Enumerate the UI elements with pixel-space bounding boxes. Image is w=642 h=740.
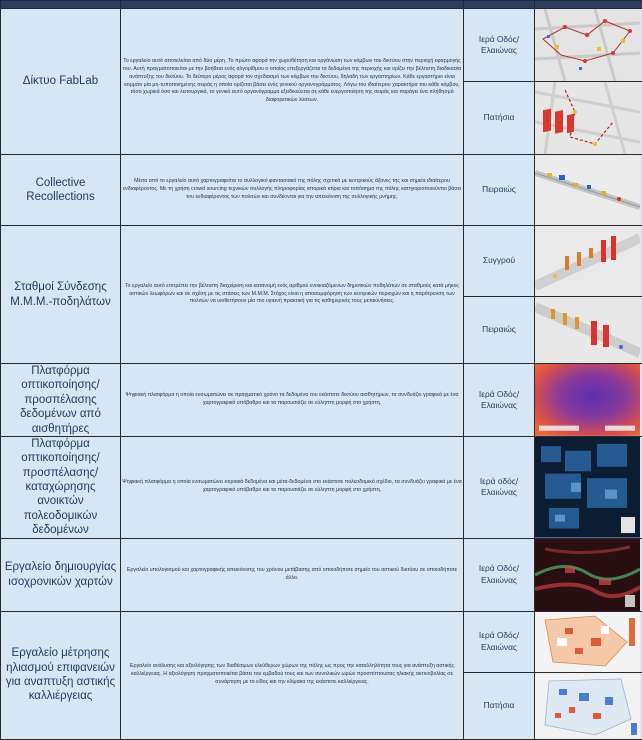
tool-name: Σταθμοί Σύνδεσης Μ.Μ.Μ.-ποδηλάτων	[1, 226, 121, 364]
tool-name: Εργαλείο μέτρησης ηλιασμού επιφανειών για αναπτυξη αστικής καλλιέργειας	[1, 611, 121, 739]
map-thumbnail-fablab-elaionas	[535, 9, 642, 82]
table-row	[1, 9, 642, 82]
table-row	[1, 538, 642, 611]
tool-description: Ψηφιακή πλατφόρμα η οποία ενσωματώνει κτιριακά δεδομένα και μέτα-δεδομένα στο εκάστοτε πολεοδομικό σχέδιο, τα συνδυάζει γραφικά με ένα χαρτογραφικό υπόβαθρο και τα παρουσιάζει σε εύληπτη μορφή στο χρήστη.	[121, 436, 464, 538]
tool-description: Το εργαλείο αυτό επιτρέπει την βέλτιστη διαχείριση και κατανομή ενός αριθμού ενοικιαζόμενων δημοτικών ποδηλάτων σε σταθμούς κατά μήκος αστικών λεωφόρων και σε σχέση με τις στάσεις των Μ.Μ.Μ. Στόχος είναι η αποσυμφόρηση των κεντρικών περιοχών και η παρότρυνση των πολιτών να υιοθετήσουν μία πιο υγιεινή πρακτική για τις καθημερινές τους μετακινήσεις.	[121, 226, 464, 364]
map-thumbnail-collective-recollections	[535, 155, 642, 226]
location-cell: Πατήσια	[464, 672, 535, 739]
tool-name: Πλατφόρμα οπτικοποίησης/ προσπέλασης/ καταχώρησης ανοικτών πολεοδομικών δεδομένων	[1, 436, 121, 538]
tool-name: Πλατφόρμα οπτικοποίησης/ προσπέλασης δεδομένων από αισθητήρες	[1, 364, 121, 437]
tool-name: Εργαλείο δημιουργίας ισοχρονικών χαρτών	[1, 538, 121, 611]
location-cell: Πειραιώς	[464, 297, 535, 364]
location-cell: Ιερά Οδός/ Ελαιώνας	[464, 538, 535, 611]
location-cell: Ιερά οδός/ Ελαιώνας	[464, 436, 535, 538]
map-thumbnail-fablab-patisia	[535, 82, 642, 155]
map-thumbnail-sensor-heatmap	[535, 364, 642, 437]
table-row	[1, 611, 642, 672]
tool-description: Εργαλείο ανάλυσης και αξιολόγησης των διαθέσιμων ελεύθερων χώρων της πόλης ως προς την καταλληλότητα τους για ανάπτυξη αστικής καλλιέργειας. Η αξιολόγηση πραγματοποιείται βάσει του εμβαδού τους και των συνολικών ωρών προσπίπτουσας ηλιακής ακτινοβολίας σε συνάρτηση με το είδος και την κλίμακα της εκάστοτε καλλιέργειας.	[121, 611, 464, 739]
map-thumbnail-isochrone	[535, 538, 642, 611]
location-cell: Ιερά Οδός/ Ελαιώνας	[464, 364, 535, 437]
map-thumbnail-bike-peiraios	[535, 297, 642, 364]
table-row	[1, 364, 642, 437]
table-row	[1, 436, 642, 538]
table-row	[1, 226, 642, 297]
location-cell: Πατήσια	[464, 82, 535, 155]
table-row	[1, 155, 642, 226]
table-header-strip	[1, 1, 642, 9]
map-thumbnail-solar-elaionas	[535, 611, 642, 672]
tool-description: Μέσα από το εργαλείο αυτό χαρτογραφείται το συλλογικό φαντασιακό της πόλης σχετικά με κεντρικούς άξονες της και σημεία ιδιαίτερου ενδιαφέροντος. Με τη χρήση crowd sourcing τεχνικών συλλογής πληροφορίας ιστορικά κτίρια και τοπόσημα της πόλης κατηγοριοποιούνται βάσει του ενδιαφέροντος των πολιτών και συνδέονται για την απεικόνιση της συλλογικής μνήμης.	[121, 155, 464, 226]
tool-description: Εργαλείο υπολογισμού και χαρτογραφικής απεικόνισης του χρόνου μετάβασης από οποιοδήποτε σημείο του αστικού δικτύου σε οποιοδήποτε άλλο.	[121, 538, 464, 611]
location-cell: Ιερά Οδός/ Ελαιώνας	[464, 611, 535, 672]
map-thumbnail-solar-patisia	[535, 672, 642, 739]
map-thumbnail-urban-data	[535, 436, 642, 538]
tool-description: Το εργαλείο αυτό αποτελείται από δύο μέρη. Το πρώτο αφορά την χωροθέτηση και οργάνωση των κόμβων του δικτύου στην περιοχή εφαρμογής του. Αυτή πραγματοποιείται με την βοήθεια ενός αλγορίθμου ο οποίος επεξεργάζεται τα δεδομένα της περιοχής και ορίζει την βέλτιστη διαδικασία ανάπτυξης του δικτύου. Το δεύτερο μέρος αφορά τον σχεδιασμό των κόμβων του δικτύου, δηλαδή των εργαστηρίων. Κάθε εργαστήριο είναι κομμάτι μία μη-τυποποιημένης σειράς η οποία ορίζεται βάσει ενός γενικού οργανογράμματος. Λόγω του ιδιαίτερου χαρακτήρα του κάθε κόμβου, τόσο χωρικά όσο και λειτουργικά, το γενικό αυτό οργανόγραμμα εξειδικεύεται σε κάθε ενεργοποίηση της σειράς και παράγει ένα πλήθησμό διαφορετικών λύσεων.	[121, 9, 464, 155]
map-thumbnail-bike-syngrou	[535, 226, 642, 297]
tool-name: Δίκτυο FabLab	[1, 9, 121, 155]
tool-name: Collective Recollections	[1, 155, 121, 226]
tool-description: Ψηφιακή πλατφόρμα η οποία ενσωματώνει σε πραγματικό χρόνο τα δεδομένα του εκάστοτε δικτύου αισθητήρων, τα συνδυάζει γραφικά με ένα χαρτογραφικό υπόβαθρο και τα παρουσιάζει σε εύληπτη μορφή στο χρήστη.	[121, 364, 464, 437]
location-cell: Πειραιώς	[464, 155, 535, 226]
location-cell: Συγγρού	[464, 226, 535, 297]
location-cell: Ιερά Οδός/ Ελαιώνας	[464, 9, 535, 82]
